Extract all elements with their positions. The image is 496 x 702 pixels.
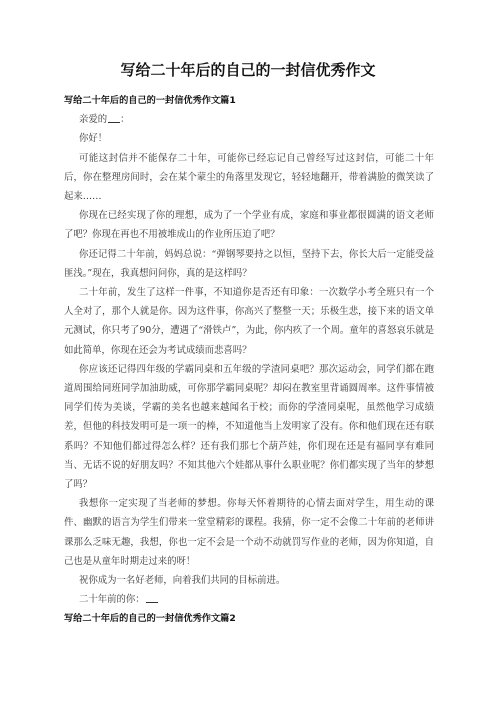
salutation-line — [64, 110, 434, 129]
document-title: 写给二十年后的自己的一封信优秀作文 — [120, 61, 376, 79]
document-body — [64, 91, 434, 629]
paragraph-4: 二十年前，发生了这样一件事，不知道你是否还有印象：一次数学小考全班只有一个人全对了，那个人就是你。因为这件事，你高兴了整整一天；乐极生悲，接下来的语文单元测试，你只考了90分，遭遇了“滑铁卢”，为此，你内疚了一个周。童年的喜怒哀乐就是如此简单，你现在还会为考试成绩而悲喜吗？ — [64, 287, 434, 356]
paragraph-5: 你应该还记得四年级的学霸同桌和五年级的学渣同桌吧？那次运动会，同学们都在跑道周围给同班同学加油助威，可你那学霸同桌呢？却闷在教室里背诵圆周率。这件事情被同学们传为美谈，学霸的美名也越来越闻名于校；而你的学渣同桌呢，虽然他学习成绩差，但他的科技发明可是一项一的棒，不知道他当上发明家了没有。你和他们现在还有联系吗？不知他们都过得怎么样？还有我们那七个葫芦娃，你们现在还是有福同享有难同当、无话不说的好朋友吗？不知其他六个娃都从事什么职业呢？你们都实现了当年的梦想了吗？ — [64, 363, 434, 491]
paragraph-3: 你还记得二十年前，妈妈总说：“弹钢琴要持之以恒，坚持下去，你长大后一定能受益匪浅。”现在，我真想问问你，真的是这样吗？ — [64, 248, 434, 279]
greeting-line: 你好！ — [79, 133, 108, 145]
section-heading-2: 写给二十年后的自己的一封信优秀作文篇2 — [64, 613, 236, 625]
paragraph-7: 祝你成为一名好老师，向着我们共同的目标前进。 — [79, 575, 286, 587]
signoff-text: 二十年前的你： — [79, 594, 145, 606]
name-blank — [108, 112, 120, 123]
section-heading-1: 写给二十年后的自己的一封信优秀作文篇1 — [64, 95, 236, 106]
paragraph-6: 我想你一定实现了当老师的梦想。你每天怀着期待的心情去面对学生，用生动的课件、幽默的语言为学生们带来一堂堂精彩的课程。我猜，你一定不会像二十年前的老师讲课那么乏味无趣，我想，你也一定不会是一个动不动就罚写作业的老师，因为你知道，自己也是从童年时期走过来的呀！ — [64, 498, 434, 567]
signoff-line — [64, 590, 434, 609]
salutation-text: 亲爱的 — [79, 114, 108, 126]
salutation-colon: ： — [120, 114, 130, 126]
paragraph-1: 可能这封信并不能保存二十年，可能你已经忘记自己曾经写过这封信，可能二十年后，你在整理房间时，会在某个蒙尘的角落里发现它，轻轻地翻开，带着满脸的微笑读了起来…… — [64, 152, 434, 203]
signature-blank — [146, 592, 158, 603]
paragraph-2: 你现在已经实现了你的理想，成为了一个学业有成，家庭和事业都很圆满的语文老师了吧？你现在再也不用被堆成山的作业所压迫了吧？ — [64, 210, 434, 241]
